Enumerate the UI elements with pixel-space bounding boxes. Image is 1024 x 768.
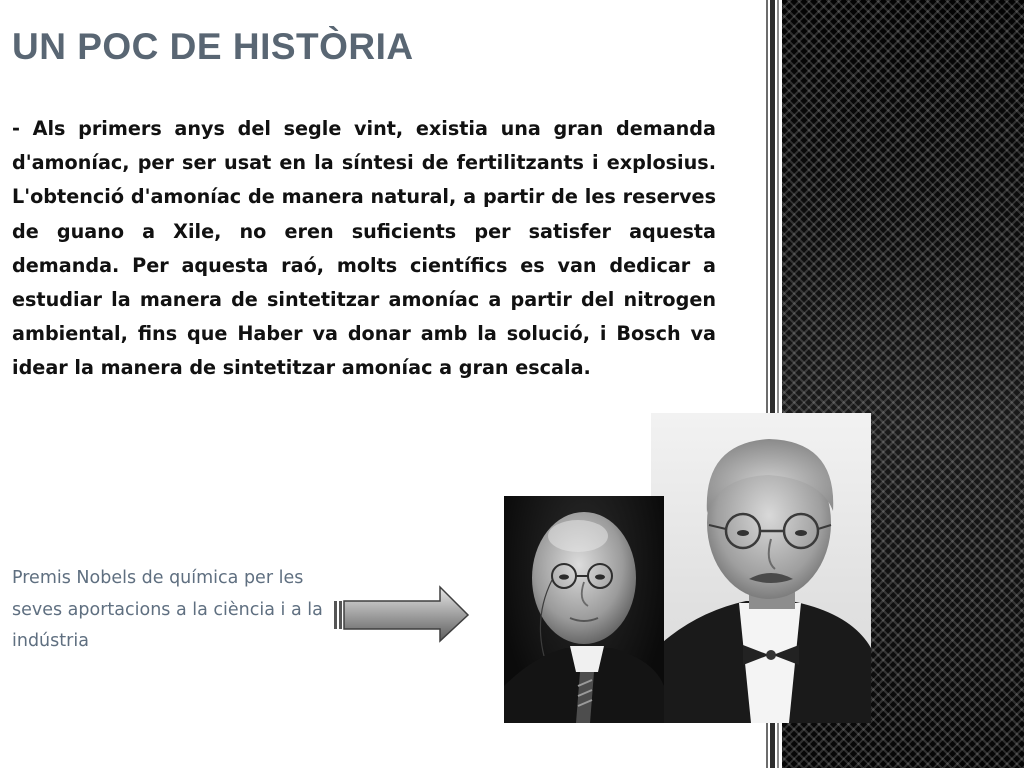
history-paragraph: - Als primers anys del segle vint, existia una gran demanda d'amoníac, per ser usat en la síntesi de fertilitzants i explosius. L'obtenció d'amoníac de manera natural, a partir de les reserves de guano a Xile, no eren suficients per satisfer aquesta demanda. Per aquesta raó, molts científics es van dedicar a estudiar la manera de sintetitzar amoníac a partir del nitrogen ambiental, fins que Haber va donar amb la solució, i Bosch va idear la manera de sintetitzar amoníac a gran escala. — [12, 117, 716, 380]
right-arrow-icon — [332, 585, 472, 650]
nobel-caption: Premis Nobels de química per les seves aportacions a la ciència i a la indústria — [12, 568, 323, 651]
bosch-portrait — [651, 413, 871, 723]
haber-portrait — [504, 496, 664, 723]
slide-title: UN POC DE HISTÒRIA — [12, 26, 414, 67]
